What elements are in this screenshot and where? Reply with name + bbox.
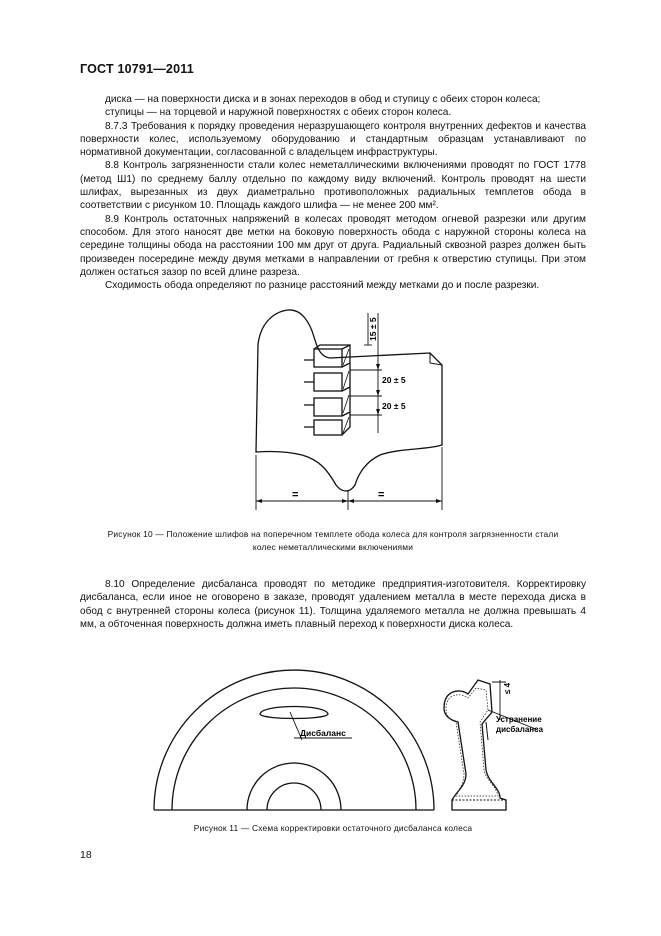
fig11-label-fix-2: дисбаланса	[496, 725, 544, 734]
text-line-hub: ступицы — на торцевой и наружной поверхностях с обеих сторон колеса.	[105, 107, 452, 119]
paragraph-8-10: 8.10 Определение дисбаланса проводят по методике предприятия-изготовителя. Корректировку дисбаланса, если иное не оговорено в заказе, проводят удалением металла в месте перехода диска в обод с внутренней стороны колеса (рисунок 11). Толщина удаляемого металла не должна превышать 4 мм, а обточенная поверхность должна иметь плавный переход к поверхности диска колеса.	[80, 579, 586, 630]
figure-10-rim-template	[230, 305, 460, 515]
fig10-dim-low: 20 ± 5	[382, 401, 406, 411]
figure-11-wheel-scheme	[140, 650, 560, 820]
paragraph-8-8: 8.8 Контроль загрязненности стали колес неметаллическими включениями проводят по ГОСТ 1778 (метод Ш1) по среднему баллу отдельно по каждому виду включений. Контроль проводят на шести шлифах, вырезанных из двух диаметрально противоположных радиальных темплетов обода в соответствии с рисунком 10. Площадь каждого шлифа — не менее 200 мм².	[80, 160, 586, 212]
text-line-disk: диска — на поверхности диска и в зонах переходов в обод и ступицу с обеих сторон колеса;	[105, 94, 541, 105]
figure-10-caption	[70, 528, 596, 554]
paragraph-8-7-3: 8.7.3 Требования к порядку проведения неразрушающего контроля внутренних дефектов и качества поверхности колес, используемому оборудованию и стандартным образцам устанавливают по нормативной документации, согласованной с владельцем инфраструктуры.	[80, 120, 586, 159]
page-number: 18	[80, 849, 92, 861]
fig11-label-fix-1: Устранение	[496, 715, 542, 724]
text-block-1	[80, 93, 586, 292]
fig10-dim-mid: 20 ± 5	[382, 375, 406, 385]
fig11-label-imbalance: Дисбаланс	[300, 728, 346, 738]
document-header: ГОСТ 10791—2011	[80, 62, 194, 76]
text-block-2	[80, 578, 586, 631]
fig10-dim-top: 15 ± 5	[368, 317, 378, 341]
paragraph-8-9-convergence: Сходимость обода определяют по разнице расстояний между метками до и после разрезки.	[105, 280, 540, 292]
fig10-eq-right: =	[378, 489, 385, 501]
figure-10-caption-line1: Рисунок 10 — Положение шлифов на поперечном темплете обода колеса для контроля загрязненности стали	[107, 529, 559, 539]
paragraph-8-9: 8.9 Контроль остаточных напряжений в колесах проводят методом огневой разрезки или другим способом. Для этого наносят две метки на боковую поверхность обода с наружной стороны колеса на середине толщины обода на расстоянии 100 мм друг от друга. Радиальный сквозной разрез должен быть произведен посередине между двумя метками в направлении от гребня к отверстию ступицы. При этом должен остаться зазор по всей длине разреза.	[80, 213, 586, 278]
figure-10-caption-line2: колес неметаллическими включениями	[252, 542, 414, 552]
figure-11-caption: Рисунок 11 — Схема корректировки остаточного дисбаланса колеса	[193, 823, 473, 833]
fig11-label-dim: ≤ 4	[503, 682, 512, 694]
fig10-eq-left: =	[292, 489, 299, 501]
